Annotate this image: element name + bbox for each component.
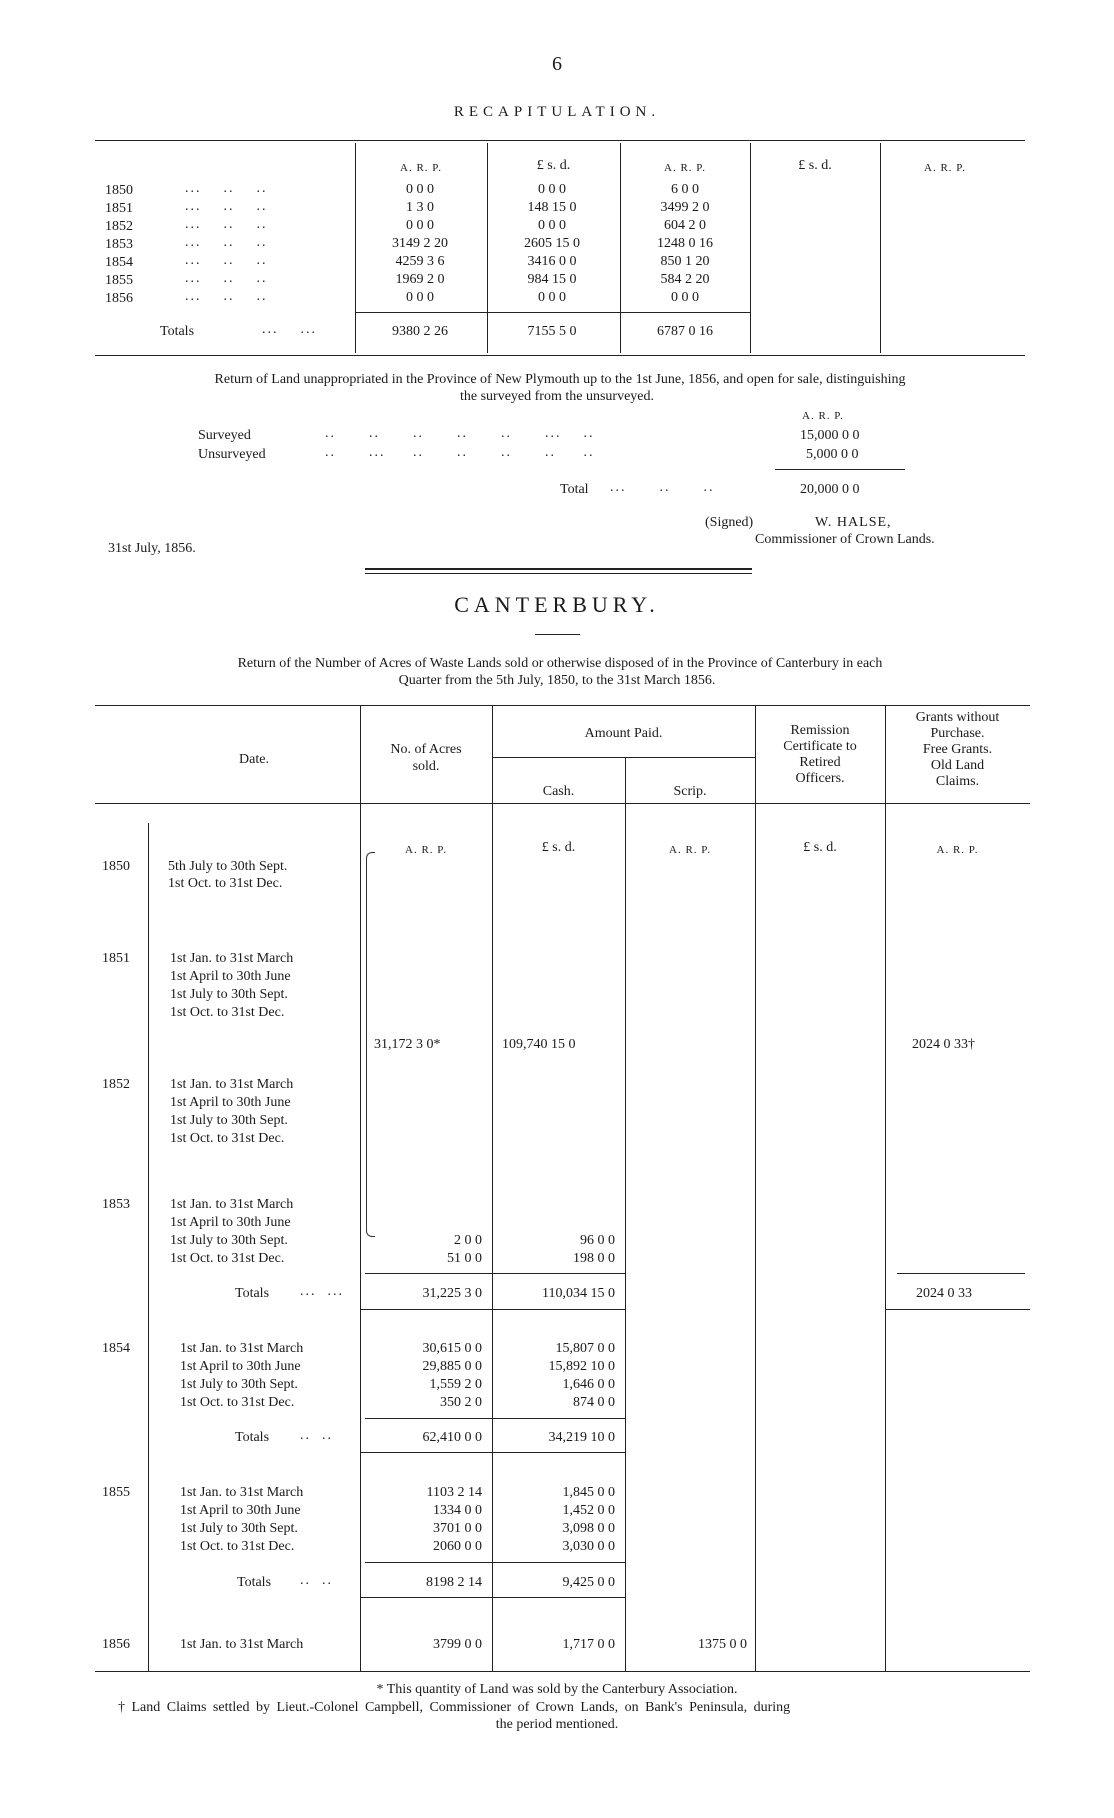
col-head-grants: Grants without xyxy=(915,710,1000,725)
total-value: 20,000 0 0 xyxy=(800,482,860,497)
quarter-label: 1st Oct. to 31st Dec. xyxy=(170,1131,285,1146)
quarter-label: 1st Jan. to 31st March xyxy=(180,1341,304,1356)
cash-cell: 1,717 0 0 xyxy=(562,1637,615,1652)
quarter-label: 5th July to 30th Sept. xyxy=(168,859,288,874)
col-head-acres: No. of Acres xyxy=(390,742,462,757)
recap-cell: 148 15 0 xyxy=(527,200,577,215)
recap-cell: 3149 2 20 xyxy=(392,236,448,251)
quarter-label: 1st Oct. to 31st Dec. xyxy=(170,1005,285,1020)
recap-cell: 1 3 0 xyxy=(406,200,434,215)
recap-cell: 0 0 0 xyxy=(671,290,699,305)
quarter-label: 1st Jan. to 31st March xyxy=(170,1077,294,1092)
recap-cell: 3416 0 0 xyxy=(527,254,577,269)
recap-leader: ... .. .. xyxy=(185,235,268,250)
cash-cell: 1,452 0 0 xyxy=(562,1503,615,1518)
total-rule xyxy=(775,469,905,470)
recap-year: 1854 xyxy=(105,255,133,270)
acres-cell: 1103 2 14 xyxy=(426,1485,482,1500)
col-head-cash: Cash. xyxy=(542,784,575,799)
recap-cell: 0 0 0 xyxy=(406,290,434,305)
recap-cell: 0 0 0 xyxy=(538,290,566,305)
year-label: 1853 xyxy=(102,1197,130,1212)
recap-cell: 1248 0 16 xyxy=(657,236,713,251)
recap-top-rule xyxy=(95,140,1025,141)
recap-unit-head: £ s. d. xyxy=(798,158,832,173)
col-head-grants: Old Land xyxy=(930,758,985,773)
col-head-remission: Officers. xyxy=(795,771,845,786)
quarter-label: 1st April to 30th June xyxy=(170,969,291,984)
col-head-acres: sold. xyxy=(412,759,440,774)
year-divider xyxy=(148,823,149,1671)
quarter-label: 1st Oct. to 31st Dec. xyxy=(170,1251,285,1266)
total-label: Total xyxy=(560,482,589,497)
totals-acres: 8198 2 14 xyxy=(426,1575,482,1590)
quarter-label: 1st Oct. to 31st Dec. xyxy=(168,876,283,891)
recap-unit-head: A. R. P. xyxy=(924,162,966,174)
leader-dots: .. ... .. .. .. .. .. xyxy=(325,445,595,460)
recap-col-divider xyxy=(487,143,488,353)
recap-year: 1855 xyxy=(105,273,133,288)
unsurveyed-value: 5,000 0 0 xyxy=(806,447,859,462)
col-head-remission: Remission xyxy=(790,723,850,738)
totals-cash: 9,425 0 0 xyxy=(562,1575,615,1590)
recap-leader: ... ... xyxy=(262,322,317,337)
acres-cell: 1334 0 0 xyxy=(433,1503,482,1518)
quarter-label: 1st Jan. to 31st March xyxy=(180,1485,304,1500)
unsurveyed-label: Unsurveyed xyxy=(198,447,266,462)
recap-col-divider xyxy=(750,143,751,353)
year-label: 1855 xyxy=(102,1485,130,1500)
recap-leader: ... .. .. xyxy=(185,181,268,196)
totals-cash: 110,034 15 0 xyxy=(542,1286,615,1301)
cash-cell: 874 0 0 xyxy=(573,1395,615,1410)
totals-label: Totals xyxy=(235,1430,270,1445)
unit-head-scrip: A. R. P. xyxy=(669,844,711,856)
signed-label: (Signed) xyxy=(705,515,754,530)
cash-cell: 1,646 0 0 xyxy=(562,1377,615,1392)
year-label: 1850 xyxy=(102,859,130,874)
quarter-label: 1st Jan. to 31st March xyxy=(180,1637,304,1652)
year-label: 1856 xyxy=(102,1637,130,1652)
acres-cell: 30,615 0 0 xyxy=(422,1341,482,1356)
block-acres: 31,172 3 0* xyxy=(374,1037,441,1052)
leader-dots: .. .. xyxy=(300,1573,333,1588)
page-number: 6 xyxy=(552,53,562,75)
recap-bottom-rule xyxy=(95,355,1025,356)
leader-dots: ... .. .. xyxy=(610,480,715,495)
surveyed-value: 15,000 0 0 xyxy=(800,428,860,443)
quarter-label: 1st Jan. to 31st March xyxy=(170,951,294,966)
quarter-label: 1st July to 30th Sept. xyxy=(180,1377,298,1392)
recap-total-cell: 9380 2 26 xyxy=(392,324,448,339)
recap-cell: 604 2 0 xyxy=(664,218,706,233)
footnote-association: * This quantity of Land was sold by the Canterbury Association. xyxy=(376,1682,738,1697)
block-rule xyxy=(360,1452,625,1453)
col-head-scrip: Scrip. xyxy=(673,784,707,799)
subtotal-rule xyxy=(365,1418,625,1419)
block-rule xyxy=(885,1309,1030,1310)
recap-cell: 1969 2 0 xyxy=(395,272,445,287)
col-head-amount: Amount Paid. xyxy=(584,726,663,741)
acres-cell: 51 0 0 xyxy=(447,1251,482,1266)
table-bottom-rule xyxy=(95,1671,1030,1672)
recap-leader: ... .. .. xyxy=(185,199,268,214)
cash-cell: 3,030 0 0 xyxy=(562,1539,615,1554)
recap-leader: ... .. .. xyxy=(185,217,268,232)
acres-cell: 3799 0 0 xyxy=(433,1637,482,1652)
acres-cell: 2060 0 0 xyxy=(433,1539,482,1554)
recap-total-cell: 6787 0 16 xyxy=(657,324,713,339)
year-label: 1854 xyxy=(102,1341,130,1356)
recap-unit-head: A. R. P. xyxy=(400,162,442,174)
col-head-remission: Certificate to xyxy=(783,739,857,754)
unit-head-acres: A. R. P. xyxy=(405,844,447,856)
year-label: 1851 xyxy=(102,951,130,966)
recap-year: 1853 xyxy=(105,237,133,252)
acres-cell: 350 2 0 xyxy=(440,1395,482,1410)
recap-cell: 0 0 0 xyxy=(406,218,434,233)
recap-year: 1851 xyxy=(105,201,133,216)
subtotal-rule xyxy=(897,1273,1025,1274)
col-head-date: Date. xyxy=(239,752,269,767)
signature-date: 31st July, 1856. xyxy=(108,541,196,556)
recap-totals-label: Totals xyxy=(160,324,195,339)
acres-cell: 1,559 2 0 xyxy=(429,1377,482,1392)
recap-unit-head: £ s. d. xyxy=(536,158,571,173)
totals-cash: 34,219 10 0 xyxy=(548,1430,615,1445)
col-head-grants: Free Grants. xyxy=(922,742,993,757)
recap-cell: 0 0 0 xyxy=(538,182,566,197)
surveyed-label: Surveyed xyxy=(198,428,251,443)
quarter-label: 1st April to 30th June xyxy=(170,1215,291,1230)
unit-head-grants: A. R. P. xyxy=(936,844,979,856)
recap-cell: 0 0 0 xyxy=(538,218,566,233)
cash-cell: 96 0 0 xyxy=(580,1233,615,1248)
unappropriated-subheading: the surveyed from the unsurveyed. xyxy=(460,389,654,404)
recap-title: RECAPITULATION. xyxy=(453,104,661,120)
year-label: 1852 xyxy=(102,1077,130,1092)
section-separator xyxy=(365,568,752,570)
totals-label: Totals xyxy=(237,1575,272,1590)
recap-year: 1850 xyxy=(105,183,133,198)
quarter-label: 1st Oct. to 31st Dec. xyxy=(180,1539,295,1554)
canterbury-heading: Return of the Number of Acres of Waste Lands sold or otherwise disposed of in the Province of Canterbury in each xyxy=(237,656,883,671)
quarter-label: 1st July to 30th Sept. xyxy=(170,1113,288,1128)
recap-cell: 3499 2 0 xyxy=(660,200,710,215)
acres-cell: 2 0 0 xyxy=(454,1233,482,1248)
footnote-land-claims-cont: the period mentioned. xyxy=(495,1717,619,1732)
recap-year: 1852 xyxy=(105,219,133,234)
recap-year: 1856 xyxy=(105,291,133,306)
recap-cell: 0 0 0 xyxy=(406,182,434,197)
recap-total-cell: 7155 5 0 xyxy=(527,324,577,339)
footnote-land-claims: † Land Claims settled by Lieut.-Colonel Campbell, Commissioner of Crown Lands, on Bank's Peninsula, during xyxy=(118,1700,791,1715)
quarter-label: 1st April to 30th June xyxy=(180,1359,301,1374)
quarter-label: 1st July to 30th Sept. xyxy=(170,1233,288,1248)
recap-leader: ... .. .. xyxy=(185,253,268,268)
canterbury-title: CANTERBURY. xyxy=(454,592,660,617)
recap-cell: 6 0 0 xyxy=(671,182,699,197)
col-head-grants: Claims. xyxy=(935,774,980,789)
block-cash: 109,740 15 0 xyxy=(502,1037,576,1052)
recap-cell: 984 15 0 xyxy=(527,272,577,287)
recap-leader: ... .. .. xyxy=(185,271,268,286)
unit-head-cash: £ s. d. xyxy=(541,840,576,855)
title-rule xyxy=(535,634,580,635)
recap-unit-head: A. R. P. xyxy=(664,162,706,174)
recap-cell: 4259 3 6 xyxy=(395,254,445,269)
recap-cell: 2605 15 0 xyxy=(524,236,580,251)
unappropriated-unit-head: A. R. P. xyxy=(802,410,844,422)
col-head-grants: Purchase. xyxy=(930,726,985,741)
subtotal-rule xyxy=(365,1273,625,1274)
quarter-label: 1st July to 30th Sept. xyxy=(180,1521,298,1536)
cash-cell: 198 0 0 xyxy=(573,1251,615,1266)
section-separator xyxy=(365,573,752,574)
leader-dots: ... ... xyxy=(300,1284,344,1299)
quarter-label: 1st April to 30th June xyxy=(180,1503,301,1518)
col-divider xyxy=(625,757,626,1671)
quarter-label: 1st July to 30th Sept. xyxy=(170,987,288,1002)
cash-cell: 3,098 0 0 xyxy=(562,1521,615,1536)
cash-cell: 15,892 10 0 xyxy=(548,1359,615,1374)
scrip-cell: 1375 0 0 xyxy=(698,1637,747,1652)
acres-cell: 29,885 0 0 xyxy=(422,1359,482,1374)
recap-cell: 850 1 20 xyxy=(660,254,710,269)
cash-cell: 15,807 0 0 xyxy=(555,1341,615,1356)
col-head-remission: Retired xyxy=(799,755,841,770)
recap-cell: 584 2 20 xyxy=(660,272,710,287)
quarter-label: 1st Jan. to 31st March xyxy=(170,1197,294,1212)
signatory-name: W. HALSE, xyxy=(815,515,892,530)
totals-acres: 31,225 3 0 xyxy=(422,1286,482,1301)
block-grants: 2024 0 33† xyxy=(912,1037,975,1052)
totals-acres: 62,410 0 0 xyxy=(422,1430,482,1445)
table-head-rule xyxy=(95,803,1030,804)
totals-label: Totals xyxy=(235,1286,270,1301)
unappropriated-heading: Return of Land unappropriated in the Province of New Plymouth up to the 1st June, 1856, and open for sale, distinguishing xyxy=(214,372,906,387)
canterbury-subheading: Quarter from the 5th July, 1850, to the 31st March 1856. xyxy=(398,673,716,688)
quarter-label: 1st April to 30th June xyxy=(170,1095,291,1110)
leader-dots: .. .. xyxy=(300,1428,333,1443)
leader-dots: .. .. .. .. .. ... .. xyxy=(325,426,595,441)
acres-cell: 3701 0 0 xyxy=(433,1521,482,1536)
block-rule xyxy=(360,1309,625,1310)
cash-cell: 1,845 0 0 xyxy=(562,1485,615,1500)
unit-head-remission: £ s. d. xyxy=(803,840,837,855)
totals-grants: 2024 0 33 xyxy=(916,1286,972,1301)
amount-rule xyxy=(492,757,755,758)
table-top-rule xyxy=(95,705,1030,706)
recap-leader: ... .. .. xyxy=(185,289,268,304)
recap-totals-rule xyxy=(355,312,750,313)
quarter-label: 1st Oct. to 31st Dec. xyxy=(180,1395,295,1410)
signatory-title: Commissioner of Crown Lands. xyxy=(755,532,935,547)
subtotal-rule xyxy=(365,1562,625,1563)
block-rule xyxy=(360,1597,625,1598)
